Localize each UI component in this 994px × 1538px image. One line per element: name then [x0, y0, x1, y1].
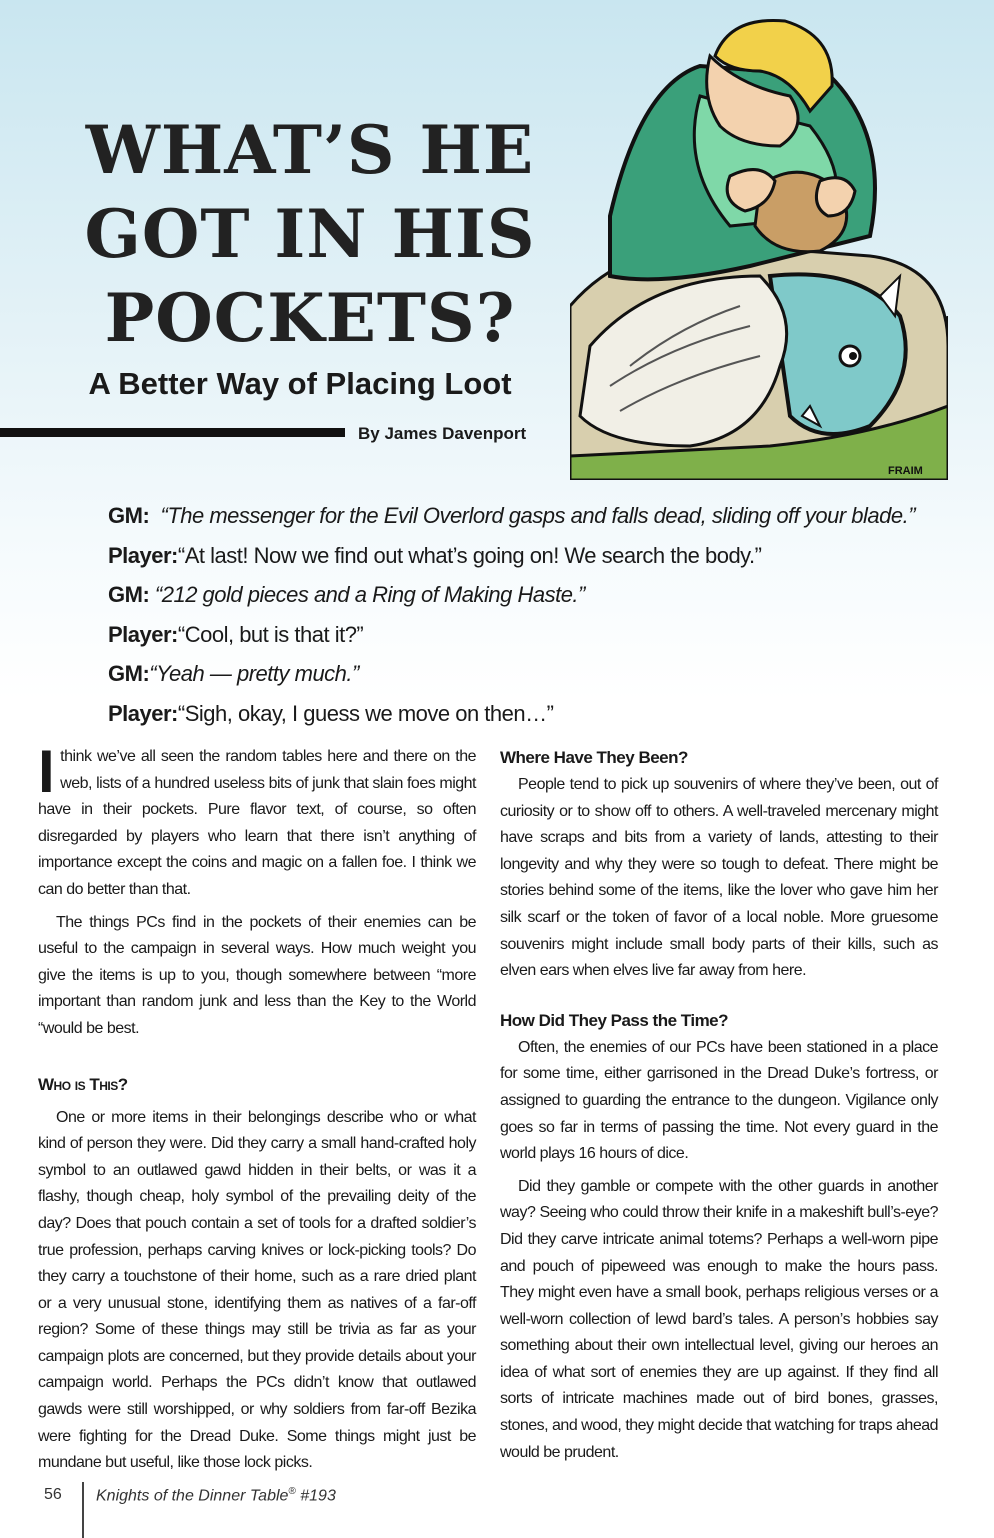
speaker-label: Player: [108, 542, 178, 568]
section-heading-where: Where Have They Been? [500, 748, 688, 767]
intro-paragraph: Ithink we’ve all seen the random tables here and there on the web, lists of a hundred useless bits of junk that slain foes might have in their pockets. Pure flavor text, of course, so often disregarded by players who learn that there isn’t anything of importance except the coins and magic on a fallen foe. I think we can do better than that. [38, 738, 476, 898]
paragraph: People tend to pick up souvenirs of where they’ve been, out of curiosity or to show off to others. A well-traveled mercenary might have scraps and bits from a variety of lands, attesting to their longevity and why they were so tough to defeat. There might be stories behind some of the items, like the lover who gave him her silk scarf or the token of favor of a local noble. More gruesome souvenirs might include small body parts of their kills, such as elven ears when elves live far away from here. [500, 776, 938, 980]
title-rule [0, 428, 345, 437]
dialogue-line [108, 496, 968, 536]
paragraph: The things PCs find in the pockets of their enemies can be useful to the campaign in several ways. How much weight you give the items is up to you, though somewhere between “more important than random junk and less than the Key to the World “would be best. [38, 913, 476, 1037]
dialogue-line [108, 654, 968, 694]
footer-divider [82, 1482, 84, 1538]
dialogue-block [108, 496, 968, 734]
paragraph: Did they gamble or compete with the other guards in another way? Seeing who could throw their knife in a makeshift bull’s-eye? Did they carve intricate animal totems? Perhaps a well-worn pipe and pouch of pipeweed was enough to make the hours pass. They might even have a small book, perhaps religious verses or a well-worn collection of lewd bard’s tales. A person’s hobbies say something about their own intellectual level, giving our heroes an idea of what sort of enemies they are up against. If they find all sorts of intricate machines made out of bird bones, grasses, stones, and wood, they might decide that watching for traps ahead would be prudent. [500, 1177, 939, 1461]
artist-signature: FRAIM [888, 465, 923, 477]
right-column [500, 744, 938, 1472]
looting-illustration [570, 16, 948, 480]
article-title: WHAT’S HE GOT IN HIS POCKETS? [84, 111, 536, 357]
magazine-title: Knights of the Dinner Table® #193 [96, 1486, 336, 1505]
dialogue-text: “Cool, but is that it?” [177, 621, 364, 647]
byline: By James Davenport [358, 424, 527, 443]
dialogue-text: “212 gold pieces and a Ring of Making Haste.” [154, 582, 585, 608]
drop-cap: I [38, 738, 55, 805]
speaker-label: Player: [108, 621, 178, 647]
paragraph: Often, the enemies of our PCs have been stationed in a place for some time, either garrisoned in the Dread Duke’s fortress, or assigned to guarding the entrance to the dungeon. Vigilance only goes so far in terms of passing the time. Not every guard in the world plays 16 hours of dice. [500, 1038, 938, 1163]
left-column [38, 738, 476, 1483]
dialogue-line [108, 694, 968, 734]
dialogue-line [108, 575, 968, 615]
dialogue-line [108, 615, 968, 655]
page-number: 56 [44, 1486, 62, 1503]
dialogue-text: “Yeah — pretty much.” [149, 661, 359, 687]
dialogue-text: “At last! Now we find out what’s going on! We search the body.” [177, 542, 762, 568]
section-heading-time: How Did They Pass the Time? [500, 1010, 729, 1030]
article-subtitle: A Better Way of Placing Loot [88, 366, 512, 401]
dialogue-line [108, 536, 968, 576]
dialogue-text: “The messenger for the Evil Overlord gasps and falls dead, sliding off your blade.” [160, 503, 916, 528]
speaker-label: GM: [108, 582, 150, 608]
speaker-label: Player: [108, 700, 178, 726]
speaker-label: GM: [108, 503, 150, 528]
dialogue-text: “Sigh, okay, I guess we move on then…” [177, 700, 554, 726]
paragraph: One or more items in their belongings describe who or what kind of person they were. Did they carry a small hand-crafted holy symbol to an outlawed gawd hidden in their belts, or was it a flashy, though cheap, holy symbol of the prevailing deity of the day? Does that pouch contain a set of tools for a drafted soldier’s true profession, perhaps carving knives or lock-picking tools? Do they carry a touchstone of their home, such as a rare dried plant or a very unusual stone, identifying them as natives of a far-off region? Some of these things may still be trivia as far as your campaign plots are concerned, but they provide details about your campaign world. Perhaps the PCs didn’t know that outlawed gawds were still worshipped, or why soldiers from far-off Bezika were fighting for the Dread Duke. Some things might just be mundane but useful, like those lock picks. [38, 1108, 476, 1472]
speaker-label: GM: [108, 661, 150, 687]
section-heading-who: Who is This? [38, 1074, 128, 1094]
